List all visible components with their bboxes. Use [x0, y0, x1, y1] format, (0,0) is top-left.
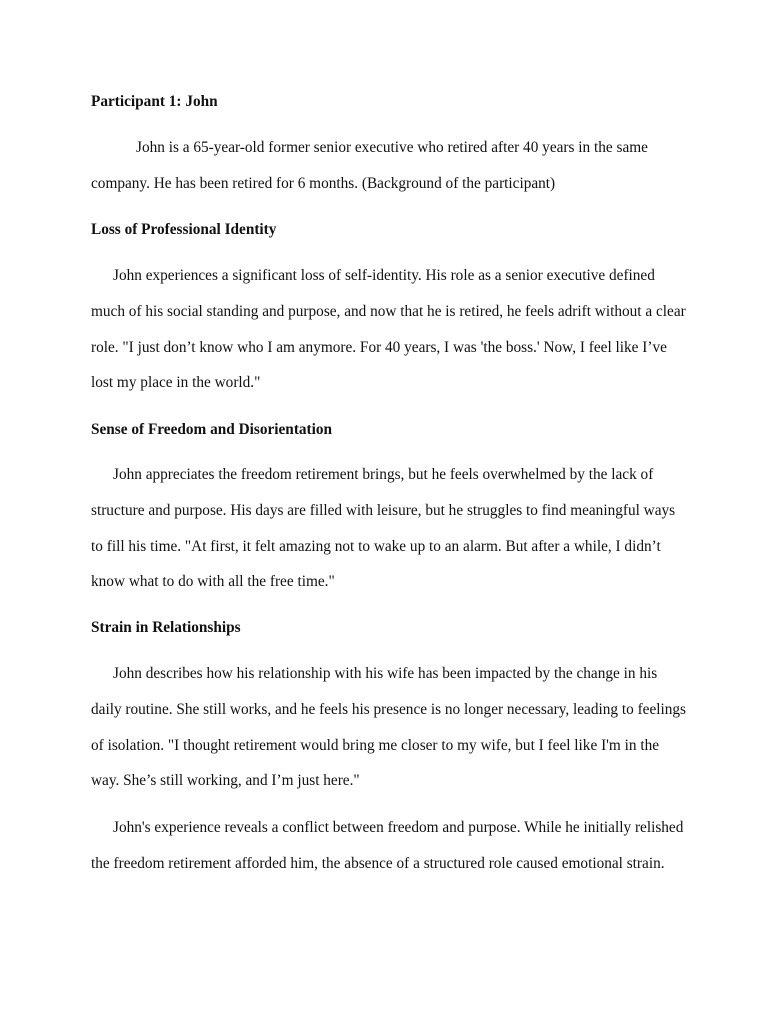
section-body-loss-of-professional-identity: John experiences a significant loss of self-identity. His role as a senior executive defined much of his social standing and purpose, and now that he is retired, he feels adrift without a clear role. "I just don’t know who I am anymore. For 40 years, I was 'the boss.' Now, I feel like I’ve lost my place in the world.": [91, 267, 686, 392]
section-heading-loss-of-professional-identity: Loss of Professional Identity: [91, 221, 277, 238]
summary-paragraph: John's experience reveals a conflict between freedom and purpose. While he initially relished the freedom retirement afforded him, the absence of a structured role caused emotional strain.: [91, 819, 684, 872]
section-body-strain-in-relationships: John describes how his relationship with his wife has been impacted by the change in his daily routine. She still works, and he feels his presence is no longer necessary, leading to feelings of isolation. "I thought retirement would bring me closer to my wife, but I feel like I'm in the way. She’s still working, and I’m just here.": [91, 665, 687, 790]
section-heading-strain-in-relationships: Strain in Relationships: [91, 619, 241, 636]
section-heading-sense-of-freedom: Sense of Freedom and Disorientation: [91, 421, 333, 438]
background-paragraph: John is a 65-year-old former senior executive who retired after 40 years in the same company. He has been retired for 6 months. (Background of the participant): [91, 139, 648, 192]
participant-title: Participant 1: John: [91, 93, 218, 110]
section-body-sense-of-freedom: John appreciates the freedom retirement brings, but he feels overwhelmed by the lack of structure and purpose. His days are filled with leisure, but he struggles to find meaningful ways to fill his time. "At first, it felt amazing not to wake up to an alarm. But after a while, I didn’t know what to do with all the free time.": [91, 466, 676, 591]
